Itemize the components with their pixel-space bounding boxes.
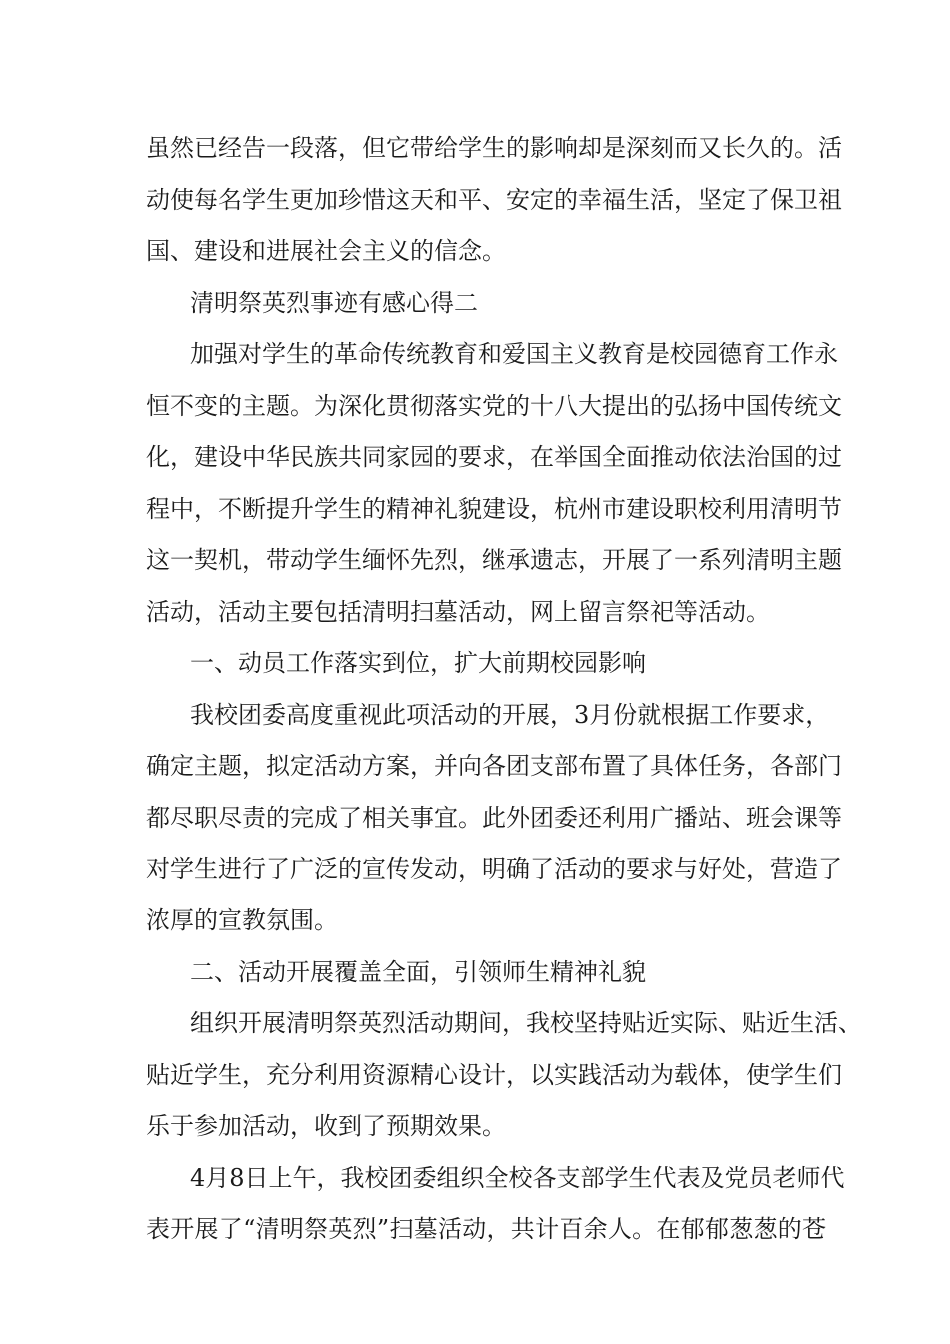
text-line: 浓厚的宣教氛围。 [146, 906, 338, 934]
text-line: 这一契机，带动学生缅怀先烈，继承遗志，开展了一系列清明主题 [146, 546, 842, 574]
section-heading: 二、活动开展覆盖全面，引领师生精神礼貌 [190, 958, 646, 986]
section-title: 清明祭英烈事迹有感心得二 [190, 289, 478, 317]
section-heading: 一、动员工作落实到位，扩大前期校园影响 [190, 649, 646, 677]
text-line: 对学生进行了广泛的宣传发动，明确了活动的要求与好处，营造了 [146, 855, 842, 883]
text-line: 4月8日上午，我校团委组织全校各支部学生代表及党员老师代 [190, 1164, 845, 1192]
text-line: 都尽职尽责的完成了相关事宜。此外团委还利用广播站、班会课等 [146, 804, 842, 832]
text-line: 确定主题，拟定活动方案，并向各团支部布置了具体任务，各部门 [146, 752, 842, 780]
text-line: 表开展了“清明祭英烈”扫墓活动，共计百余人。在郁郁葱葱的苍 [146, 1215, 826, 1243]
text-line: 程中，不断提升学生的精神礼貌建设，杭州市建设职校利用清明节 [146, 495, 842, 523]
text-line: 组织开展清明祭英烈活动期间，我校坚持贴近实际、贴近生活、 [190, 1009, 862, 1037]
text-line: 虽然已经告一段落，但它带给学生的影响却是深刻而又长久的。活 [146, 134, 842, 162]
text-line: 化，建设中华民族共同家园的要求，在举国全面推动依法治国的过 [146, 443, 842, 471]
text-line: 活动，活动主要包括清明扫墓活动，网上留言祭祀等活动。 [146, 598, 770, 626]
text-line: 乐于参加活动，收到了预期效果。 [146, 1112, 506, 1140]
text-line: 动使每名学生更加珍惜这天和平、安定的幸福生活，坚定了保卫祖 [146, 186, 842, 214]
text-line: 加强对学生的革命传统教育和爱国主义教育是校园德育工作永 [190, 340, 838, 368]
text-line: 我校团委高度重视此项活动的开展，3月份就根据工作要求， [190, 701, 830, 729]
text-line: 恒不变的主题。为深化贯彻落实党的十八大提出的弘扬中国传统文 [146, 392, 842, 420]
text-line: 国、建设和进展社会主义的信念。 [146, 237, 506, 265]
text-line: 贴近学生，充分利用资源精心设计，以实践活动为载体，使学生们 [146, 1061, 842, 1089]
